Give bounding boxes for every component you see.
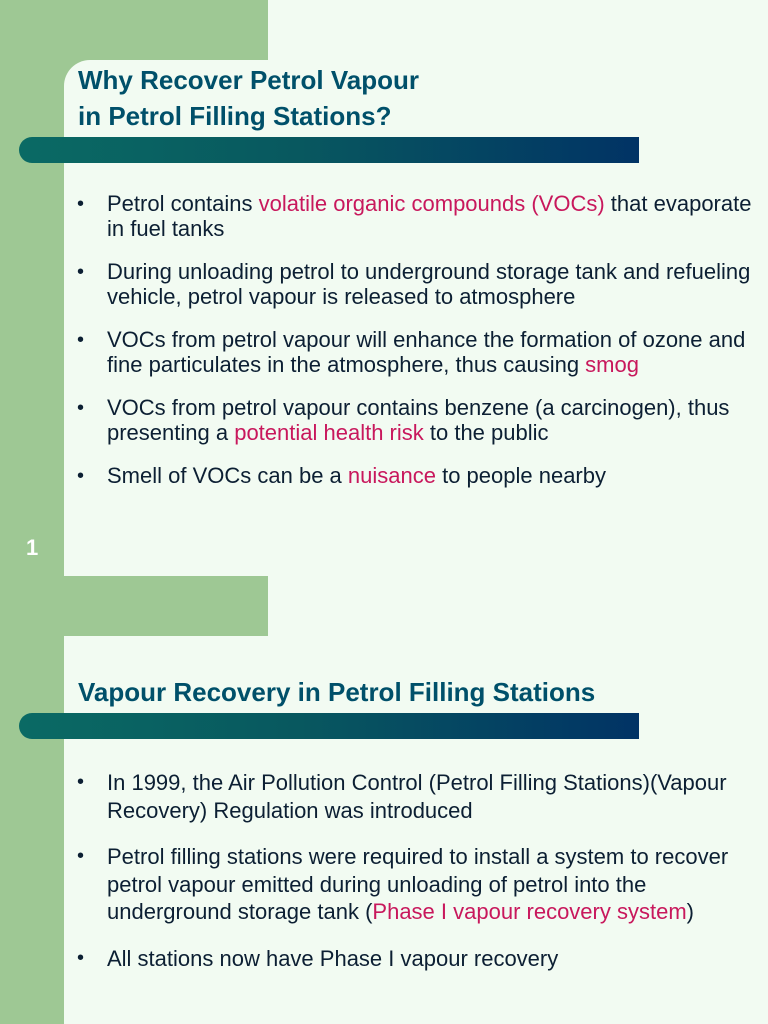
- slide-2-title-bar: [19, 713, 639, 739]
- bullet-text: In 1999, the Air Pollution Control (Petrol Filling Stations)(Vapour Recovery) Regulation was introduced: [107, 770, 727, 823]
- slide-2: [0, 612, 768, 1024]
- bullet-dot-icon: •: [77, 465, 85, 487]
- bullet-item: [76, 328, 766, 377]
- slide-number: 1: [26, 535, 39, 560]
- bullet-item: [76, 192, 766, 241]
- bullet-highlight: smog: [585, 351, 639, 377]
- bullet-dot-icon: •: [77, 771, 85, 793]
- slide-1-left-strip: [0, 0, 64, 576]
- bullet-dot-icon: •: [77, 397, 85, 419]
- slide-2-bullet-list: [76, 769, 766, 991]
- bullet-highlight: potential health risk: [234, 419, 424, 445]
- bullet-item: [76, 464, 766, 489]
- bullet-item: [76, 769, 766, 824]
- bullet-highlight: volatile organic compounds (VOCs): [258, 191, 605, 216]
- slide-1-title: [78, 62, 419, 134]
- bullet-item: [76, 396, 766, 445]
- slide-1-bullet-list: [76, 192, 766, 508]
- bullet-text: Petrol filling stations were required to install a system to recover petrol vapour emitted during unloading of petrol into the underground storage tank (: [107, 844, 729, 924]
- bullet-highlight: nuisance: [347, 463, 436, 488]
- slide-2-title: Vapour Recovery in Petrol Filling Stations: [78, 677, 596, 707]
- bullet-text: to people nearby: [435, 463, 606, 488]
- bullet-text: to the public: [423, 419, 549, 445]
- bullet-text: VOCs from petrol vapour contains benzene (a carcinogen), thus presenting a: [107, 395, 730, 445]
- bullet-text: All stations now have Phase I vapour recovery: [107, 945, 559, 971]
- bullet-text: that evaporate in fuel tanks: [107, 191, 752, 241]
- bullet-highlight: Phase I vapour recovery system: [372, 899, 687, 924]
- bullet-text: VOCs from petrol vapour will enhance the formation of ozone and fine particulates in the atmosphere, thus causing: [107, 327, 746, 377]
- bullet-text: Smell of VOCs can be a: [107, 463, 348, 488]
- bullet-dot-icon: •: [77, 329, 85, 351]
- bullet-text: ): [686, 899, 694, 924]
- slide-1-title-line-2: in Petrol Filling Stations?: [78, 101, 392, 131]
- bullet-item: [76, 945, 766, 973]
- bullet-dot-icon: •: [77, 193, 85, 215]
- bullet-dot-icon: •: [77, 946, 85, 969]
- bullet-dot-icon: •: [77, 845, 85, 867]
- bullet-dot-icon: •: [77, 261, 85, 283]
- slide-1-title-bar: [19, 137, 639, 163]
- bullet-text: Petrol contains: [107, 191, 259, 216]
- bullet-text: During unloading petrol to underground storage tank and refueling vehicle, petrol vapour is released to atmosphere: [107, 259, 751, 309]
- slide-1-title-line-1: Why Recover Petrol Vapour: [78, 65, 419, 95]
- bullet-item: [76, 843, 766, 926]
- bullet-item: [76, 260, 766, 309]
- slide-2-left-strip: [0, 612, 64, 1024]
